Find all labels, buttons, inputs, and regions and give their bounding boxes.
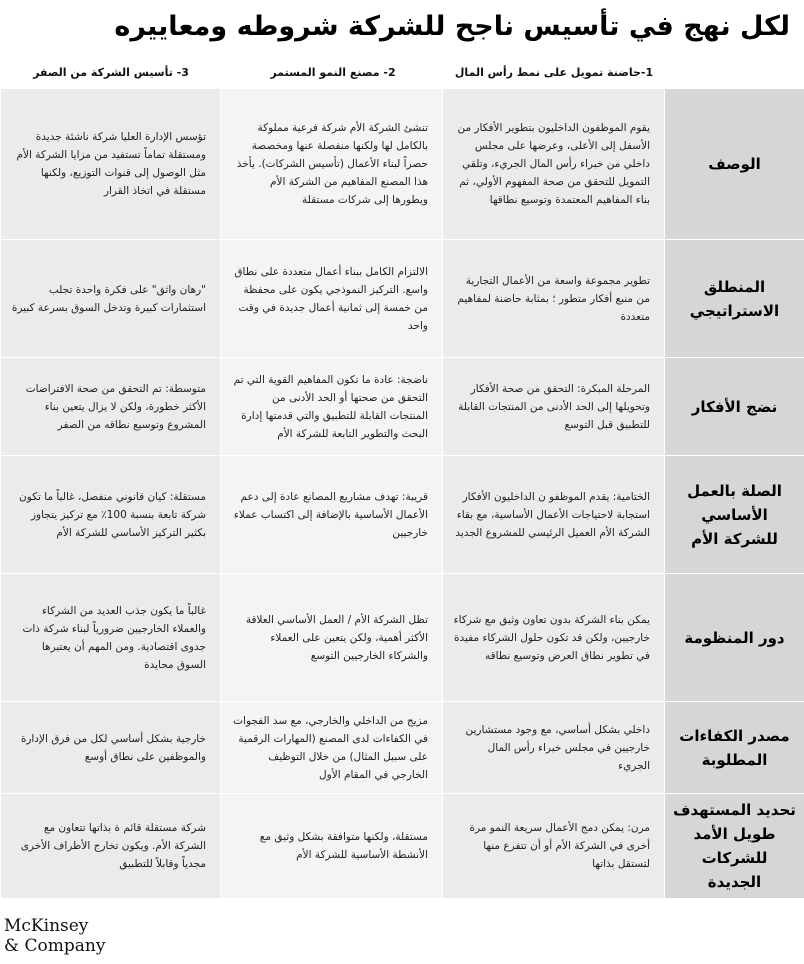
table-row — [1, 456, 804, 574]
cell-row4-col3: مستقلة: كيان قانوني منفصل، غالباً ما تكون شركة تابعة بنسبة 100٪ مع تركيز يتجاوز بكثير التركيز الأساسي للشركة الأم — [1, 456, 221, 574]
row-label-long-term-target: تحديد المستهدف طويل الأمد للشركات الجديدة — [665, 794, 804, 899]
row-label-description: الوصف — [665, 89, 804, 240]
cell-row1-col2: تنشئ الشركة الأم شركة فرعية مملوكة بالكامل لها ولكنها منفصلة عنها ومخصصة حصراً لبناء الأعمال (تأسيس الشركات). يأخذ هذا المصنع المفاهيم من الشركة الأم ويطورها إلى شركات مستقلة — [221, 89, 443, 240]
logo-line-2: & Company — [4, 936, 106, 956]
cell-row2-col1: تطوير مجموعة واسعة من الأعمال التجارية من منبع أفكار متطور ؛ بمثابة حاضنة لمفاهيم متعددة — [443, 240, 665, 358]
cell-row7-col3: شركة مستقلة قائم ة بذاتها تتعاون مع الشركة الأم. ويكون تخارج الأطراف الأخرى مجدياً وقابلاً للتطبيق — [1, 794, 221, 899]
column-header-1: 1-حاضنة تمويل على نمط رأس المال — [454, 66, 654, 79]
cell-row4-col1: الختامية: يقدم الموظفو ن الداخليون الأفكار استجابة لاحتياجات الأعمال الأساسية، مع بقاء الشركة الأم العميل الرئيسي للمشروع الجديد — [443, 456, 665, 574]
cell-row6-col2: مزيج من الداخلي والخارجي، مع سد الفجوات في الكفاءات لدى المصنع (المهارات الرقمية على سبيل المثال) من خلال التوظيف الخارجي في المقام الأول — [221, 702, 443, 794]
comparison-table — [0, 88, 804, 899]
cell-row3-col1: المرحلة المبكرة: التحقق من صحة الأفكار وتحويلها إلى الحد الأدنى من المنتجات القابلة للتطبيق قبل التوسع — [443, 358, 665, 456]
column-header-3: 3- تأسيس الشركة من الصفر — [33, 66, 189, 79]
mckinsey-logo — [4, 916, 105, 956]
cell-row4-col2: قريبة: تهدف مشاريع المصانع عادة إلى دعم الأعمال الأساسية بالإضافة إلى اكتساب عملاء خارجيين — [221, 456, 443, 574]
cell-row2-col3: "رهان واثق" على فكرة واحدة تجلب استثمارات كبيرة وتدخل السوق بسرعة كبيرة — [1, 240, 221, 358]
table-row — [1, 358, 804, 456]
cell-row3-col3: متوسطة: تم التحقق من صحة الافتراضات الأكثر خطورة، ولكن لا يزال يتعين بناء المشروع وتوسيع نطاقه من الصفر — [1, 358, 221, 456]
cell-row3-col2: ناضجة: عادة ما تكون المفاهيم القوية التي تم التحقق من صحتها أو الحد الأدنى من المنتجات القابلة للتطبيق والتي قدمتها إدارة البحث والتطوير التابعة للشركة الأم — [221, 358, 443, 456]
table-row — [1, 794, 804, 899]
cell-row6-col1: داخلي بشكل أساسي، مع وجود مستشارين خارجيين في مجلس خبراء رأس المال الجريء — [443, 702, 665, 794]
cell-row1-col3: تؤسس الإدارة العليا شركة ناشئة جديدة ومستقلة تماماً تستفيد من مزايا الشركة الأم مثل الوصول إلى قنوات التوزيع، ولكنها مستقلة في اتخاذ القرار — [1, 89, 221, 240]
table-row — [1, 702, 804, 794]
logo-line-1: McKinsey — [4, 916, 89, 936]
cell-row5-col3: غالباً ما يكون جذب العديد من الشركاء والعملاء الخارجيين ضرورياً لبناء شركة ذات جدوى اقتصادية. ومن المهم أن يعتبرها السوق محايدة — [1, 574, 221, 702]
row-label-strategic-rationale: المنطلق الاستراتيجي — [665, 240, 804, 358]
cell-row1-col1: يقوم الموظفون الداخليون بتطوير الأفكار من الأسفل إلى الأعلى، وعرضها على مجلس داخلي من خبراء رأس المال الجريء، وتلقي التمويل للتحقق من صحة المفهوم الأولي، ثم بناء المفاهيم المعتمدة وتوسيع نطاقها — [443, 89, 665, 240]
table-row — [1, 240, 804, 358]
row-label-idea-maturity: نضج الأفكار — [665, 358, 804, 456]
page-title: لكل نهج في تأسيس ناجح للشركة شروطه ومعاييره — [114, 11, 790, 42]
cell-row5-col1: يمكن بناء الشركة بدون تعاون وثيق مع شركاء خارجيين، ولكن قد تكون حلول الشركاء مفيدة في تطوير نطاق العرض وتوسيع نطاقه — [443, 574, 665, 702]
row-label-core-business-link: الصلة بالعمل الأساسي للشركة الأم — [665, 456, 804, 574]
row-label-talent-source: مصدر الكفاءات المطلوبة — [665, 702, 804, 794]
column-header-2: 2- مصنع النمو المستمر — [270, 66, 396, 79]
row-label-ecosystem-role: دور المنظومة — [665, 574, 804, 702]
table-row — [1, 574, 804, 702]
cell-row5-col2: تظل الشركة الأم / العمل الأساسي العلاقة الأكثر أهمية، ولكن يتعين على العملاء والشركاء الخارجيين التوسع — [221, 574, 443, 702]
cell-row7-col2: مستقلة، ولكنها متوافقة بشكل وثيق مع الأنشطة الأساسية للشركة الأم — [221, 794, 443, 899]
cell-row7-col1: مرن: يمكن دمج الأعمال سريعة النمو مرة أخرى في الشركة الأم أو أن تتفرع منها لتستقل بذاتها — [443, 794, 665, 899]
table-row — [1, 89, 804, 240]
cell-row6-col3: خارجية بشكل أساسي لكل من فرق الإدارة والموظفين على نطاق أوسع — [1, 702, 221, 794]
cell-row2-col2: الالتزام الكامل ببناء أعمال متعددة على نطاق واسع. التركيز النموذجي يكون على محفظة من خمسة إلى ثمانية أعمال جديدة في وقت واحد — [221, 240, 443, 358]
